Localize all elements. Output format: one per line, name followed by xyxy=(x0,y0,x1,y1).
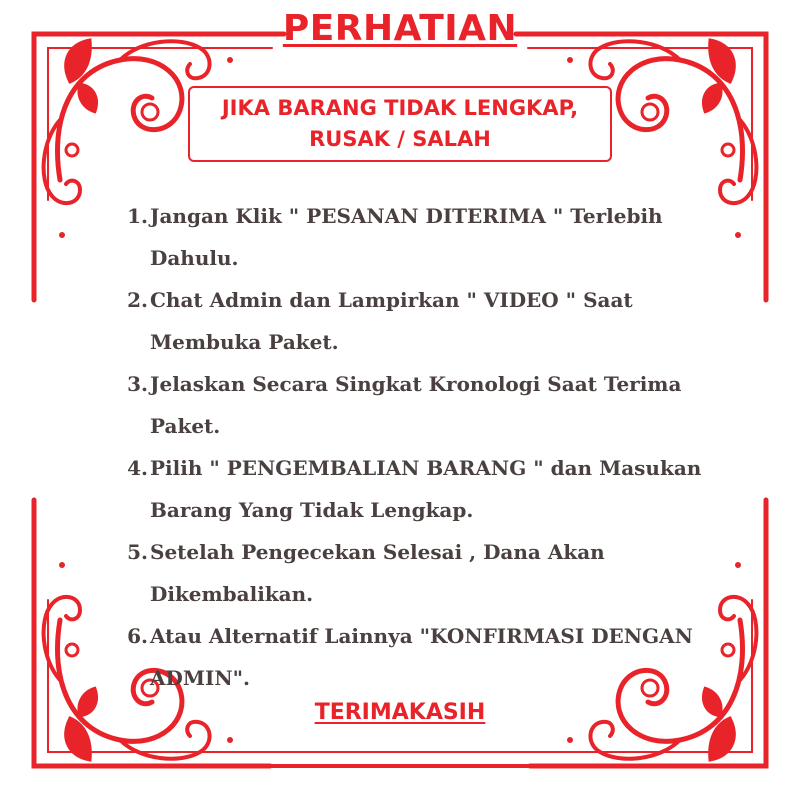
step-number: 3. xyxy=(127,372,148,396)
notice-line-2: RUSAK / SALAH xyxy=(309,127,491,151)
list-item xyxy=(118,615,738,699)
step-text xyxy=(148,279,633,363)
step-line-1: Atau Alternatif Lainnya "KONFIRMASI DENGAN xyxy=(150,624,693,648)
list-item xyxy=(118,363,738,447)
step-text xyxy=(148,195,663,279)
step-line-1: Chat Admin dan Lampirkan " VIDEO " Saat xyxy=(150,288,633,312)
step-line-2: Barang Yang Tidak Lengkap. xyxy=(150,498,474,522)
step-line-2: Membuka Paket. xyxy=(150,330,339,354)
step-line-1: Setelah Pengecekan Selesai , Dana Akan xyxy=(150,540,605,564)
list-item xyxy=(118,279,738,363)
step-number: 5. xyxy=(127,540,148,564)
list-item xyxy=(118,447,738,531)
notice-box xyxy=(188,86,612,162)
step-line-1: Jelaskan Secara Singkat Kronologi Saat Terima xyxy=(150,372,682,396)
step-line-1: Pilih " PENGEMBALIAN BARANG " dan Masukan xyxy=(150,456,702,480)
step-number: 6. xyxy=(127,624,148,648)
notice-line-1: JIKA BARANG TIDAK LENGKAP, xyxy=(221,96,579,120)
step-text xyxy=(148,615,693,699)
step-line-2: Dahulu. xyxy=(150,246,239,270)
list-item xyxy=(118,531,738,615)
step-line-2: ADMIN". xyxy=(150,666,251,690)
step-text xyxy=(148,447,701,531)
step-text xyxy=(148,531,605,615)
step-number: 2. xyxy=(127,288,148,312)
page-title: PERHATIAN xyxy=(282,8,518,49)
step-line-2: Paket. xyxy=(150,414,221,438)
step-number: 4. xyxy=(127,456,148,480)
thanks-footer: TERIMAKASIH xyxy=(314,700,486,725)
step-line-2: Dikembalikan. xyxy=(150,582,314,606)
list-item xyxy=(118,195,738,279)
step-number: 1. xyxy=(127,204,148,228)
instruction-list xyxy=(118,195,738,699)
step-text xyxy=(148,363,681,447)
step-line-1: Jangan Klik " PESANAN DITERIMA " Terlebih xyxy=(150,204,663,228)
